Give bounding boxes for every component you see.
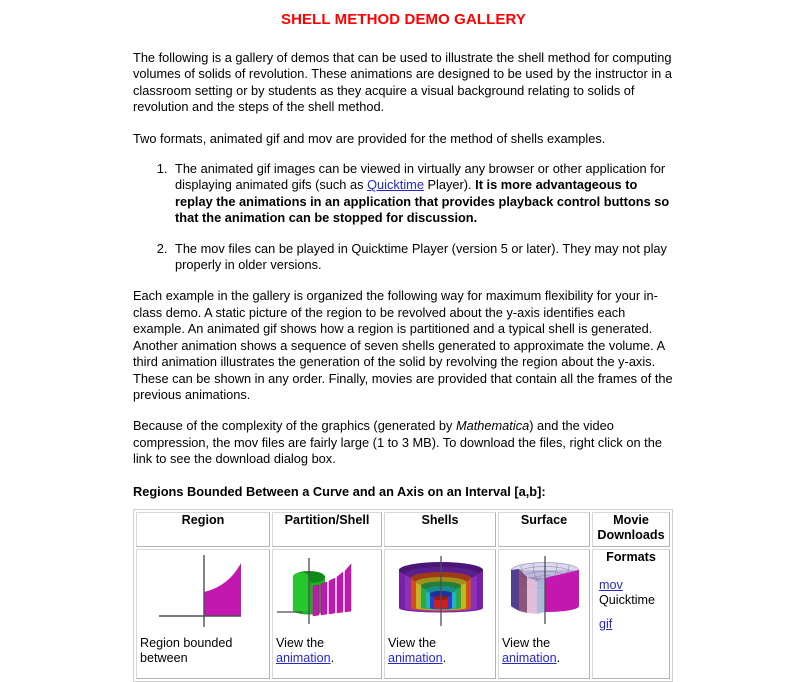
cell-partition-shell [272,549,382,679]
format-mov-row [593,578,669,593]
list-item [171,161,674,227]
surface-caption-suffix: . [556,650,561,665]
formats-paragraph: Two formats, animated gif and mov are provided for the method of shells examples. [133,130,606,146]
column-header-region: Region [136,512,270,547]
gallery-table [133,509,673,682]
partition-caption [273,634,381,666]
surface-svg [499,550,589,634]
format-mov-label: Quicktime [599,592,655,607]
surface-caption-prefix: View the [502,635,551,650]
region-plot-svg [137,550,269,634]
table-row [136,549,670,679]
partition-animation-link[interactable]: animation [276,650,331,665]
shells-caption-prefix: View the [388,635,437,650]
formats-spacer [593,608,669,617]
intro-paragraph: The following is a gallery of demos that can be used to illustrate the shell method for computing volumes of solids of revolution. These animations are designed to be used by the instructor in a classroom setting or by students as they acquire a visual background relating to solids of revolution and the steps of the shell method. [133,50,672,115]
shells-caption-suffix: . [442,650,447,665]
mov-download-link[interactable]: mov [599,577,623,592]
complexity-text-a: Because of the complexity of the graphics (generated by [133,418,456,434]
list-item-1-emphasis: It is more advantageous to replay the animations in an application that provides playback control buttons so that the animation can be stopped for discussion. [175,177,670,226]
region-caption-line1: Region bounded [140,635,233,650]
list-item-1-text-b: Player). [423,177,476,193]
column-header-partition-shell: Partition/Shell [272,512,382,547]
list-item-2-text: The mov files can be played in Quicktime Player (version 5 or later). They may not play properly in older versions. [175,240,667,273]
table-header-row [136,512,670,547]
list-item [171,241,674,274]
shells-animation-link[interactable]: animation [388,650,443,665]
formats-heading: Formats [606,549,656,564]
document-content [133,0,674,682]
column-header-movie-downloads: Movie Downloads [592,512,670,547]
surface-animation-link[interactable]: animation [502,650,557,665]
surface-caption [499,634,589,666]
partition-caption-prefix: View the [276,635,325,650]
cell-shells [384,549,496,679]
organization-paragraph: Each example in the gallery is organized the following way for maximum flexibility for your in-class demo. A static picture of the region to be revolved about the y-axis identifies each example. An animated gif shows how a region is partitioned and a typical shell is generated. Another animation shows a sequence of seven shells generated to approximate the volume. A third animation illustrates the generation of the solid by revolving the region about the y-axis. These can be shown in any order. Finally, movies are provided that contain all the frames of the previous animations. [133,288,673,402]
surface-figure [499,550,589,634]
region-caption-line2: between [140,650,188,665]
shells-svg [385,550,495,634]
column-header-shells: Shells [384,512,496,547]
gif-download-link[interactable]: gif [599,616,613,631]
page-title: SHELL METHOD DEMO GALLERY [280,11,526,28]
quicktime-link[interactable]: Quicktime [367,177,424,193]
shells-figure [385,550,495,634]
format-gif-row [593,617,669,632]
partition-figure [273,550,381,634]
list-item-1-text-a: The animated gif images can be viewed in virtually any browser or other application for displaying animated gifs (such as [175,161,666,193]
cell-region [136,549,270,679]
complexity-text-b: ) and the video compression, the mov files are fairly large (1 to 3 MB). To download the files, right click on the link to see the download dialog box. [133,418,662,467]
complexity-paragraph [133,418,674,467]
region-figure [137,550,269,634]
cell-surface [498,549,590,679]
formats-list [133,161,674,273]
section-heading: Regions Bounded Between a Curve and an Axis on an Interval [a,b]: [133,483,546,499]
partition-caption-suffix: . [330,650,335,665]
column-header-surface: Surface [498,512,590,547]
cell-movie-downloads [592,549,670,679]
region-caption [137,634,269,666]
partition-shell-svg [273,550,381,634]
shells-caption [385,634,495,666]
mathematica-name: Mathematica [455,418,530,434]
